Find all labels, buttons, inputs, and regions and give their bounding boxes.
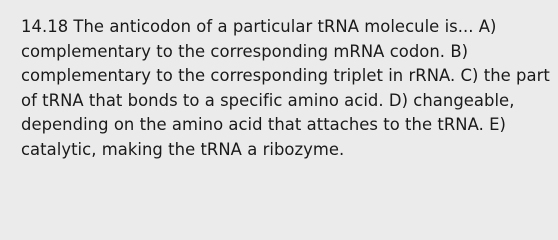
question-text [21, 15, 550, 163]
question-line-3: complementary to the corresponding triplet in rRNA. C) the part [21, 66, 550, 86]
question-line-2: complementary to the corresponding mRNA codon. B) [21, 41, 469, 61]
question-line-5: depending on the amino acid that attaches to the tRNA. E) [21, 115, 506, 135]
question-line-6: catalytic, making the tRNA a ribozyme. [21, 139, 345, 159]
question-line-1: 14.18 The anticodon of a particular tRNA molecule is... A) [21, 17, 497, 36]
question-line-4: of tRNA that bonds to a specific amino acid. D) changeable, [21, 90, 515, 110]
